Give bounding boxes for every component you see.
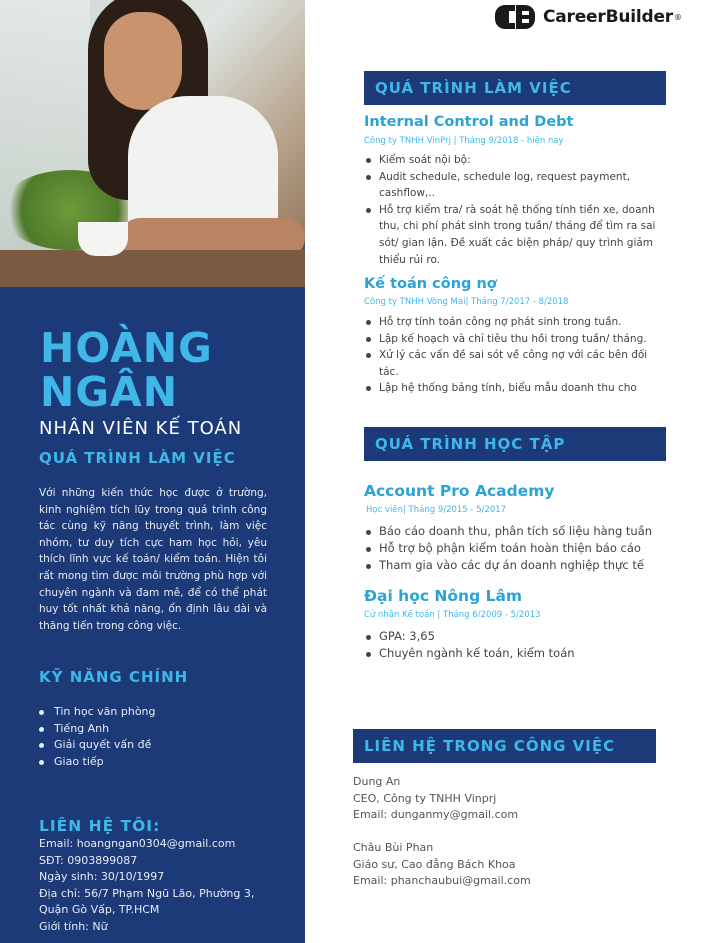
contact-address: Địa chỉ: 56/7 Phạm Ngũ Lão, Phường 3, Quận Gò Vấp, TP.HCM xyxy=(39,886,255,917)
summary-text: Với những kiến thức học được ở trường, kinh nghiệm tích lũy trong quá trình công tác cùng kỹ năng thuyết trình, làm việc nhóm, tư duy tích cực ham học hỏi, yêu thích lĩnh vực kế toán/ kiểm toán. Hiện tôi rất mong tìm được môi trường phù hợp với chuyên ngành và đam mê, để có thể phát huy tốt nhất khả năng, ổn định lâu dài và thăng tiến trong công việc. xyxy=(39,487,267,632)
school-title: Account Pro Academy xyxy=(364,482,555,500)
school-note: Tham gia vào các dự án doanh nghiệp thực tế xyxy=(364,557,664,574)
profile-photo xyxy=(0,0,305,287)
reference-email[interactable]: Email: dunganmy@gmail.com xyxy=(353,808,519,822)
job-duty: Xử lý các vấn đề sai sót về công nợ với các bên đối tác. xyxy=(364,347,664,380)
work-section-header: QUÁ TRÌNH LÀM VIỆC xyxy=(364,71,666,105)
skills-list xyxy=(39,704,156,770)
careerbuilder-logo xyxy=(495,4,682,30)
school-note: GPA: 3,65 xyxy=(364,628,664,645)
school-note: Chuyên ngành kế toán, kiểm toán xyxy=(364,645,664,662)
job-duty: Kiểm soát nội bộ: xyxy=(364,152,664,169)
contact-heading: LIÊN HỆ TÔI: xyxy=(39,817,161,835)
school-notes-list xyxy=(364,628,664,662)
job-duty: Audit schedule, schedule log, request payment, cashflow,.. xyxy=(364,169,664,202)
job-duties-list xyxy=(364,314,664,397)
candidate-role: NHÂN VIÊN KẾ TOÁN xyxy=(39,418,243,439)
reference-position: CEO, Công ty TNHH Vinprj xyxy=(353,791,497,805)
contact-phone: SĐT: 0903899087 xyxy=(39,853,138,867)
school-subtitle: Cử nhân Kế toán | Tháng 6/2009 - 5/2013 xyxy=(364,610,541,620)
job-title: Internal Control and Debt xyxy=(364,114,574,130)
candidate-last-name: NGÂN xyxy=(40,368,179,416)
school-note: Báo cáo doanh thu, phân tích số liệu hàng tuần xyxy=(364,523,664,540)
skill-item: Giao tiếp xyxy=(39,754,156,771)
contact-gender: Giới tính: Nữ xyxy=(39,919,108,933)
job-duty: Lập hệ thống bảng tính, biểu mẫu doanh thu cho xyxy=(364,380,664,397)
candidate-first-name: HOÀNG xyxy=(40,324,213,372)
job-duty: Hỗ trợ tính toán công nợ phát sinh trong tuần. xyxy=(364,314,664,331)
skills-heading: KỸ NĂNG CHÍNH xyxy=(39,668,189,686)
reference-contact xyxy=(353,840,531,890)
skill-item: Giải quyết vấn đề xyxy=(39,737,156,754)
school-subtitle: Học viên| Tháng 9/2015 - 5/2017 xyxy=(366,505,507,515)
logo-text: CareerBuilder xyxy=(543,7,673,27)
contact-dob: Ngày sinh: 30/10/1997 xyxy=(39,870,165,884)
reference-position: Giáo sư, Cao đẳng Bách Khoa xyxy=(353,857,516,871)
reference-email[interactable]: Email: phanchaubui@gmail.com xyxy=(353,874,531,888)
job-duty: Lập kế hoạch và chỉ tiêu thu hồi trong tuần/ tháng. xyxy=(364,331,664,348)
job-subtitle: Công ty TNHH VinPrj | Tháng 9/2018 - hiện nay xyxy=(364,136,564,146)
registered-mark: ® xyxy=(673,12,682,22)
contact-email[interactable]: Email: hoangngan0304@gmail.com xyxy=(39,837,236,850)
skill-item: Tiếng Anh xyxy=(39,721,156,738)
school-note: Hỗ trợ bộ phận kiểm toán hoàn thiện báo cáo xyxy=(364,540,664,557)
references-section-header: LIÊN HỆ TRONG CÔNG VIỆC xyxy=(353,729,656,763)
job-duty: Hỗ trợ kiểm tra/ rà soát hệ thống tính tiền xe, doanh thu, chi phí phát sinh trong tuần/ tháng để tìm ra sai sót/ gian lận. Đề xuất các biện pháp/ quy trình giảm thiểu rủi ro. xyxy=(364,202,664,268)
job-duties-list xyxy=(364,152,664,268)
reference-name: Dung An xyxy=(353,775,401,788)
education-section-header: QUÁ TRÌNH HỌC TẬP xyxy=(364,427,666,461)
school-notes-list xyxy=(364,523,664,574)
job-subtitle: Công ty TNHH Vòng Mai| Tháng 7/2017 - 8/2018 xyxy=(364,297,569,307)
reference-name: Châu Bùi Phan xyxy=(353,841,434,854)
candidate-name xyxy=(40,326,213,414)
careerbuilder-logo-icon xyxy=(495,5,535,29)
school-title: Đại học Nông Lâm xyxy=(364,587,523,605)
skill-item: Tin học văn phòng xyxy=(39,704,156,721)
job-title: Kế toán công nợ xyxy=(364,276,497,292)
summary-heading: QUÁ TRÌNH LÀM VIỆC xyxy=(39,449,236,467)
contact-details xyxy=(39,836,269,936)
reference-contact xyxy=(353,774,518,824)
left-sidebar xyxy=(0,0,305,943)
